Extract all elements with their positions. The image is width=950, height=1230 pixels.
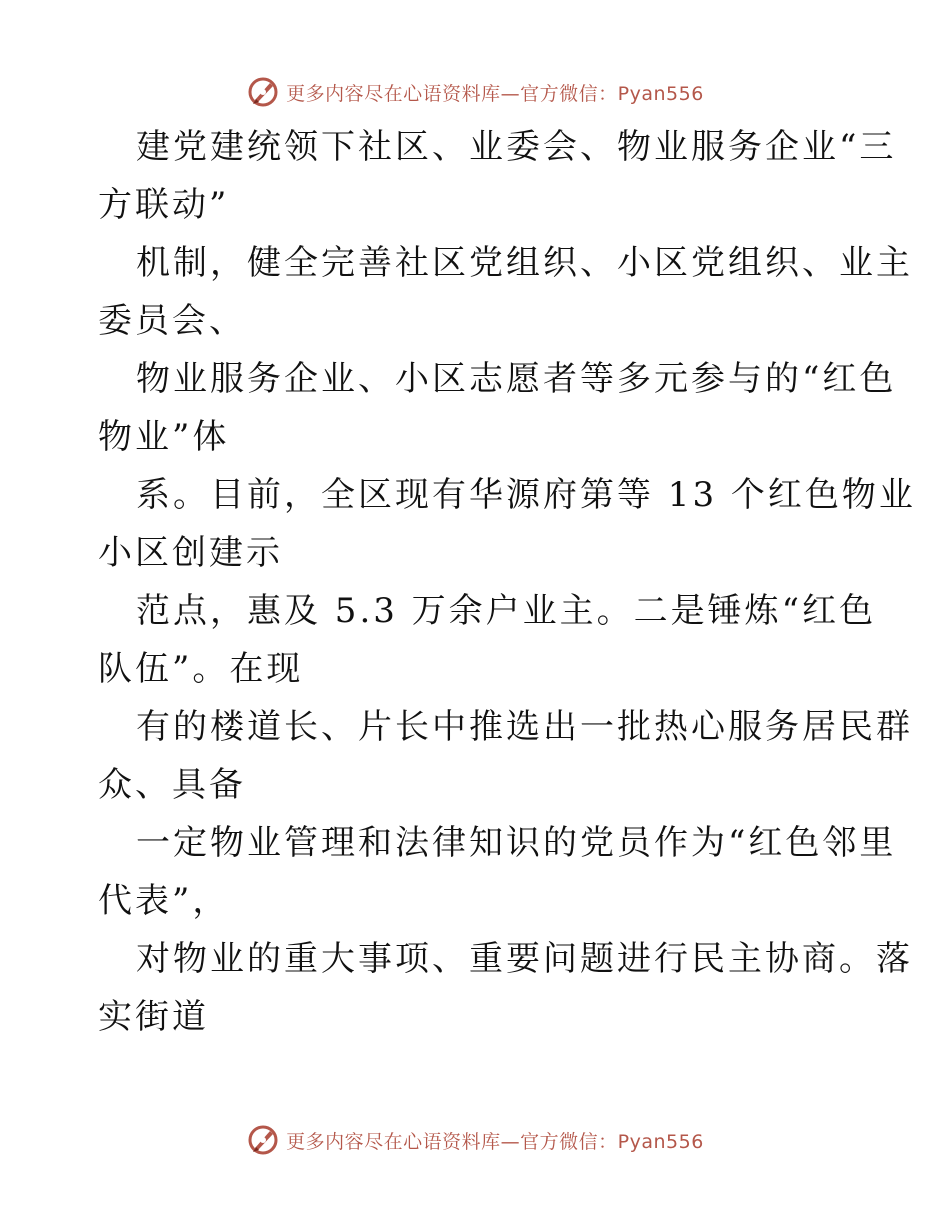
document-body bbox=[98, 118, 916, 1046]
text-line: 队伍”。在现 bbox=[98, 649, 304, 689]
text-line: 建党建统领下社区、业委会、物业服务企业“三 bbox=[136, 127, 897, 167]
text-line: 范点，惠及 5.3 万余户业主。二是锤炼“红色 bbox=[136, 591, 877, 631]
text-line: 代表”， bbox=[98, 881, 230, 921]
footer-watermark bbox=[0, 1120, 950, 1160]
text-line: 系。目前，全区现有华源府第等 13 个红色物业 bbox=[136, 475, 916, 515]
text-line: 实街道 bbox=[98, 997, 209, 1037]
watermark-text: 更多内容尽在心语资料库—官方微信：Pyan556 bbox=[286, 1130, 704, 1153]
watermark-text: 更多内容尽在心语资料库—官方微信：Pyan556 bbox=[286, 82, 704, 105]
text-line: 物业服务企业、小区志愿者等多元参与的“红色 bbox=[136, 359, 897, 399]
text-line: 众、具备 bbox=[98, 765, 246, 805]
text-line: 机制，健全完善社区党组织、小区党组织、业主 bbox=[136, 243, 913, 283]
header-watermark bbox=[0, 72, 950, 112]
text-line: 一定物业管理和法律知识的党员作为“红色邻里 bbox=[136, 823, 897, 863]
text-line: 对物业的重大事项、重要问题进行民主协商。落 bbox=[136, 939, 913, 979]
text-line: 物业”体 bbox=[98, 417, 230, 457]
text-line: 方联动” bbox=[98, 185, 230, 225]
text-line: 小区创建示 bbox=[98, 533, 283, 573]
quill-pen-circle-icon bbox=[246, 75, 280, 109]
text-line: 有的楼道长、片长中推选出一批热心服务居民群 bbox=[136, 707, 913, 747]
quill-pen-circle-icon bbox=[246, 1123, 280, 1157]
text-line: 委员会、 bbox=[98, 301, 246, 341]
